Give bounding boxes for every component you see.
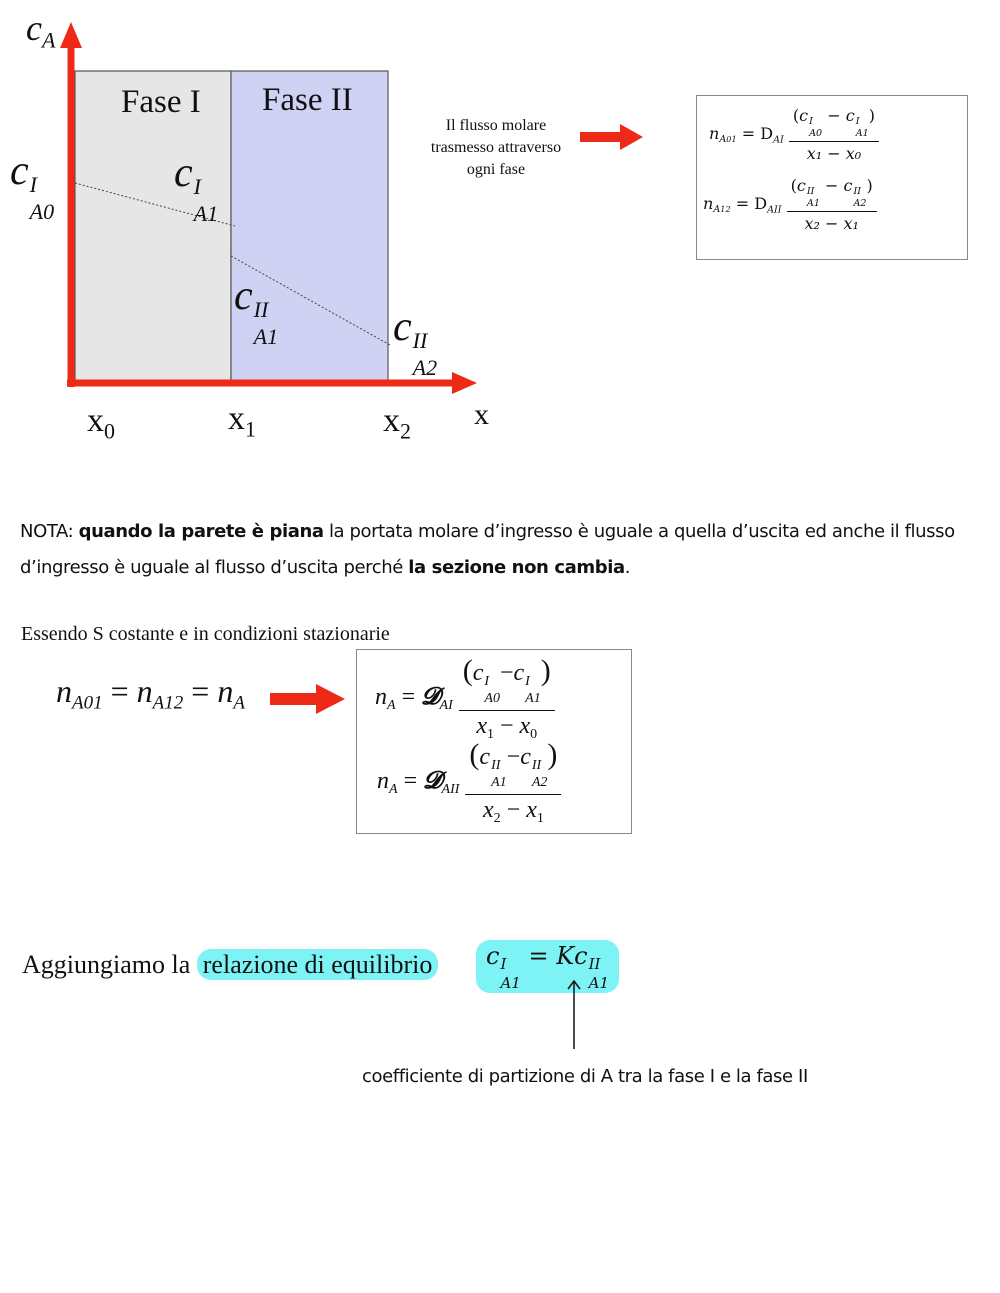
y-axis-arrowhead <box>60 22 82 48</box>
partition-coefficient-note: coefficiente di partizione di A tra la fase I e la fase II <box>362 1066 808 1087</box>
c-A2-II-label: c II A2 <box>393 304 438 381</box>
equilibrium-highlight: relazione di equilibrio <box>197 949 439 980</box>
equilibrium-sentence: Aggiungiamo la relazione di equilibrio <box>22 950 438 980</box>
flux-note-line3: ogni fase <box>466 161 526 178</box>
x-axis-arrowhead <box>452 372 477 394</box>
flux-note <box>410 115 582 181</box>
essendo-text: Essendo S costante e in condizioni stazionarie <box>21 623 390 645</box>
flux-equation-12: $n_{A12} = D_{AII}$ (c II A1 − c II A2 ) x₂ − x₁ <box>703 176 877 233</box>
arrow-up-icon <box>566 978 582 1050</box>
arrow-right-icon <box>270 684 346 714</box>
nota-line2: d’ingresso è uguale al flusso d’uscita perché la sezione non cambia. <box>20 557 631 578</box>
flux-equality: $n_{A01} = n_{A12} = n_A$ <box>56 673 245 714</box>
c-A1-II-label: c II A1 <box>234 273 279 350</box>
nota-line1: NOTA: quando la parete è piana la portata molare d’ingresso è uguale a quella d’uscita ed anche il flusso <box>20 521 955 542</box>
phase1-label: Fase I <box>121 84 201 120</box>
x0-tick-label: $x_0$ <box>87 402 115 444</box>
flux-equations-box <box>696 95 968 260</box>
equilibrium-equation: c I A1 = Kc II A1 <box>476 940 619 993</box>
x-axis-label: x <box>474 398 489 431</box>
c-A1-I-label: c I A1 <box>174 150 219 227</box>
flux-equation-01: $n_{A01} = D_{AI}$ (c I A0 − c I A1 ) x₁ − x₀ <box>709 106 879 163</box>
phase2-label: Fase II <box>262 82 353 118</box>
phase2-flux-equation: $n_A$ = 𝓓$_{AII}$ (c II A1 −c II A2 ) $x_2 - x_1$ <box>377 738 561 827</box>
y-axis-label: $c_A$ <box>26 8 56 53</box>
x2-tick-label: $x_2$ <box>383 402 411 444</box>
arrow-right-icon <box>580 124 644 150</box>
nota-paragraph <box>20 514 980 586</box>
flux-note-line1: Il flusso molare <box>445 117 547 134</box>
flux-note-line2: trasmesso attraverso <box>430 139 562 156</box>
phase1-flux-equation: $n_A$ = 𝓓$_{AI}$ (c I A0 −c I A1 ) $x_1 - x_0$ <box>375 654 555 743</box>
phase-diagram <box>0 0 520 460</box>
constant-flux-equations-box <box>356 649 632 834</box>
c-A0-I-label: c I A0 <box>10 148 55 225</box>
x1-tick-label: $x_1$ <box>228 400 256 442</box>
